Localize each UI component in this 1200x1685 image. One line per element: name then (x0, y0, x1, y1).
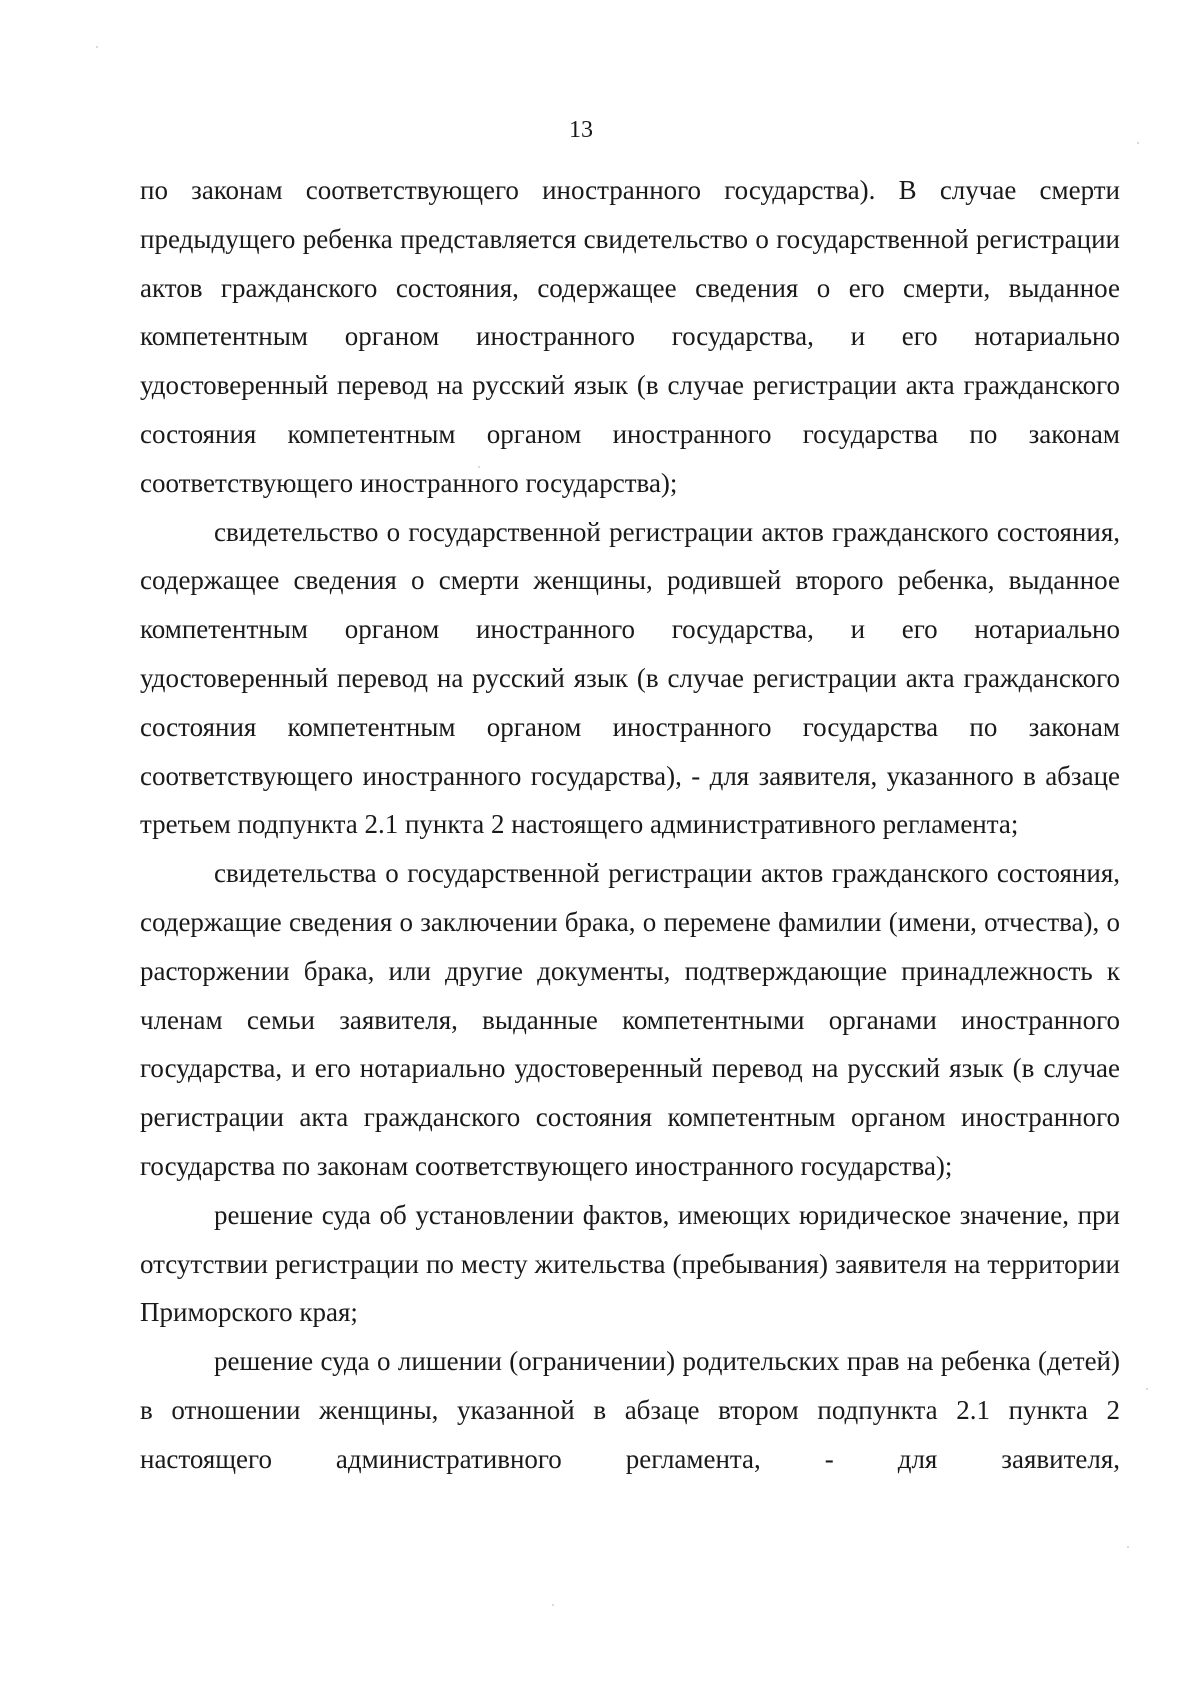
page-number: 13 (569, 117, 593, 143)
scan-speck (1137, 142, 1139, 144)
scan-speck (1146, 1388, 1148, 1390)
paragraph-family-documents: свидетельства о государственной регистрации актов гражданского состояния, содержащие сведения о заключении брака, о перемене фамилии (имени, отчества), о расторжении брака, или другие документы, подтверждающие принадлежность к членам семьи заявителя, выданные компетентными органами иностранного государства, и его нотариально удостоверенный перевод на русский язык (в случае регистрации акта гражданского состояния компетентным органом иностранного государства по законам соответствующего иностранного государства); (140, 858, 1120, 1181)
scan-speck (96, 46, 98, 48)
paragraph-death-certificate: свидетельство о государственной регистрации актов гражданского состояния, содержащее сведения о смерти женщины, родившей второго ребенка, выданное компетентным органом иностранного государства, и его нотариально удостоверенный перевод на русский язык (в случае регистрации акта гражданского состояния компетентным органом иностранного государства по законам соответствующего иностранного государства), - для заявителя, указанного в абзаце третьем подпункта 2.1 пункта 2 настоящего административного регламента; (140, 516, 1120, 840)
paragraph-court-decision-rights: решение суда о лишении (ограничении) родительских прав на ребенка (детей) в отношении женщины, указанной в абзаце втором подпункта 2.1 пункта 2 настоящего административного регламента, - для заявителя, (140, 1346, 1120, 1474)
scan-speck (552, 1604, 554, 1606)
paragraph-court-decision-facts: решение суда об установлении фактов, имеющих юридическое значение, при отсутствии регистрации по месту жительства (пребывания) заявителя на территории Приморского края; (140, 1199, 1120, 1328)
scan-speck (1127, 1546, 1129, 1548)
paragraph-continuation: по законам соответствующего иностранного государства). В случае смерти предыдущего ребенка представляется свидетельство о государственной регистрации актов гражданского состояния, содержащее сведения о его смерти, выданное компетентным органом иностранного государства, и его нотариально удостоверенный перевод на русский язык (в случае регистрации акта гражданского состояния компетентным органом иностранного государства по законам соответствующего иностранного государства); (140, 175, 1120, 498)
document-body (140, 166, 1120, 1484)
scan-speck (478, 466, 480, 468)
